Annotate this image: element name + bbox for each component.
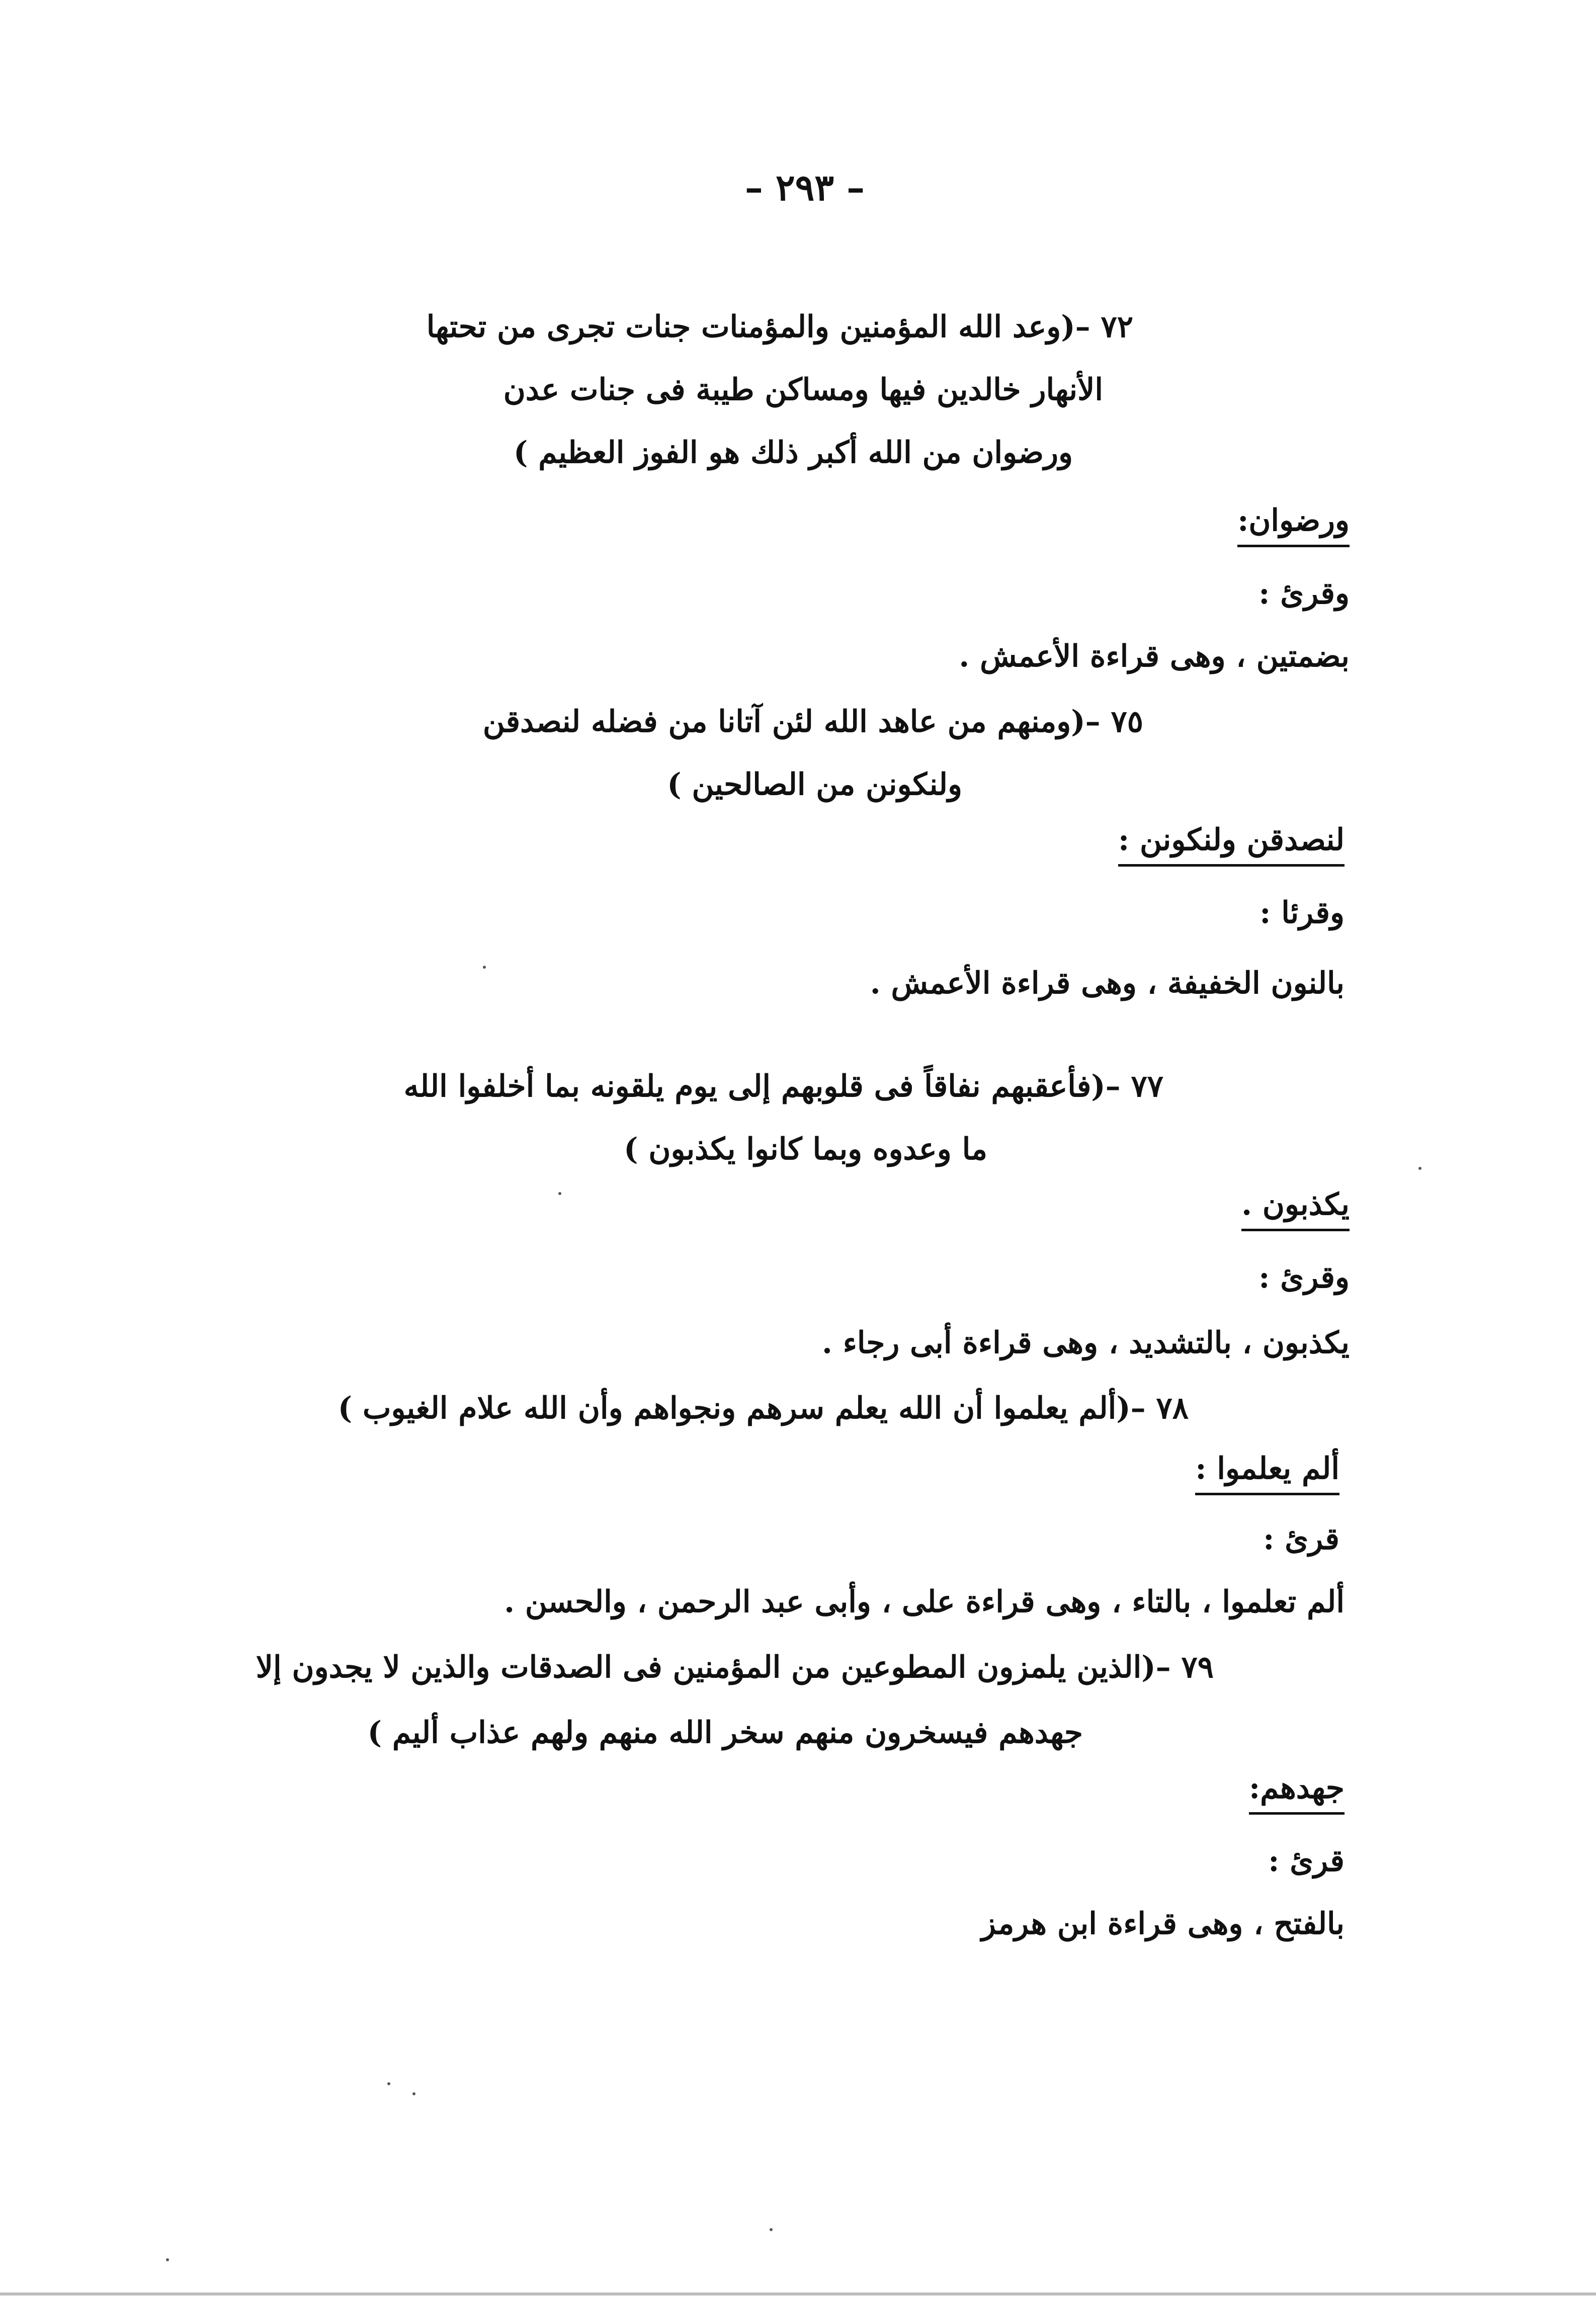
verse-72-line-1: ٧٢ –(وعد الله المؤمنين والمؤمنات جنات تجرى من تحتها bbox=[426, 309, 1133, 345]
scan-speck bbox=[412, 2092, 415, 2095]
reading-note-78: ألم تعلموا ، بالتاء ، وهى قراءة على ، وأبى عبد الرحمن ، والحسن . bbox=[504, 1584, 1345, 1620]
reading-note-79: بالفتح ، وهى قراءة ابن هرمز bbox=[981, 1906, 1345, 1941]
scan-speck bbox=[558, 1192, 561, 1195]
qari-label-75: وقرئا : bbox=[1259, 895, 1345, 930]
qari-label-72: وقرئ : bbox=[1258, 576, 1350, 611]
verse-77-line-2: ما وعدوه وبما كانوا يكذبون ) bbox=[624, 1132, 987, 1167]
word-heading-lanasaddaqanna: لنصدقن ولنكونن : bbox=[1118, 820, 1345, 867]
scan-speck bbox=[483, 966, 486, 969]
verse-77-line-1: ٧٧ –(فأعقبهم نفاقاً فى قلوبهم إلى يوم يلقونه بما أخلفوا الله bbox=[403, 1069, 1163, 1104]
verse-79-line-1: ٧٩ –(الذين يلمزون المطوعين من المؤمنين فى الصدقات والذين لا يجدون إلا bbox=[256, 1650, 1214, 1685]
word-heading-alam-yalamu: ألم يعلموا : bbox=[1195, 1449, 1339, 1495]
scan-speck bbox=[387, 2082, 390, 2085]
reading-note-72: بضمتين ، وهى قراءة الأعمش . bbox=[959, 639, 1350, 674]
word-heading-ridwan: ورضوان: bbox=[1237, 500, 1350, 547]
verse-75-line-2: ولنكونن من الصالحين ) bbox=[667, 767, 962, 802]
scan-speck bbox=[166, 2258, 169, 2261]
word-heading-yakdhibun: يكذبون . bbox=[1241, 1184, 1350, 1231]
verse-79-line-2: جهدهم فيسخرون منهم سخر الله منهم ولهم عذاب أليم ) bbox=[367, 1715, 1083, 1750]
verse-78-line-1: ٧٨ –(ألم يعلموا أن الله يعلم سرهم ونجواهم وأن الله علام الغيوب ) bbox=[338, 1391, 1189, 1426]
qari-label-77: وقرئ : bbox=[1258, 1260, 1350, 1295]
verse-75-line-1: ٧٥ –(ومنهم من عاهد الله لئن آتانا من فضله لنصدقن bbox=[482, 704, 1143, 739]
verse-72-line-3: ورضوان من الله أكبر ذلك هو الفوز العظيم ) bbox=[514, 435, 1073, 470]
verse-72-line-2: الأنهار خالدين فيها ومساكن طيبة فى جنات عدن bbox=[503, 372, 1103, 407]
scan-speck bbox=[770, 2228, 773, 2231]
scan-speck bbox=[1418, 1167, 1421, 1170]
page-number: – ٢٩٣ – bbox=[744, 166, 865, 209]
word-heading-juhdahum: جهدهم: bbox=[1249, 1768, 1345, 1815]
qari-label-78: قرئ : bbox=[1263, 1521, 1339, 1557]
reading-note-75: بالنون الخفيفة ، وهى قراءة الأعمش . bbox=[870, 966, 1345, 1001]
qari-label-79: قرئ : bbox=[1268, 1843, 1345, 1879]
page-bottom-edge bbox=[0, 2292, 1596, 2295]
reading-note-77: يكذبون ، بالتشديد ، وهى قراءة أبى رجاء . bbox=[821, 1325, 1350, 1360]
